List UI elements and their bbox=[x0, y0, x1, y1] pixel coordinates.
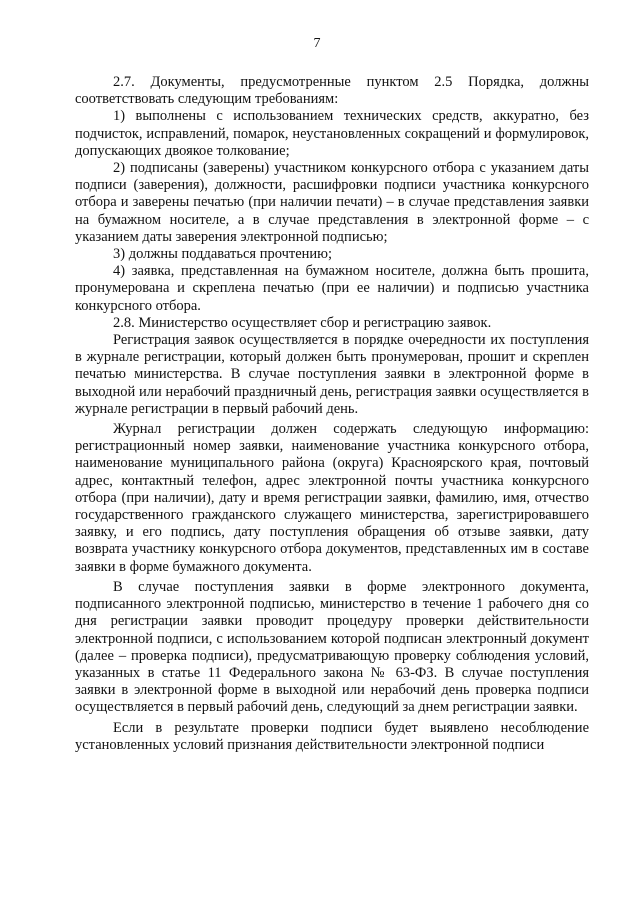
requirement-2: 2) подписаны (заверены) участником конкурсного отбора с указанием даты подписи (заверения), должности, расшифровки подписи участника конкурсного отбора и заверены печатью (при наличии печати) – в случае представления заявки на бумажном носителе, а в случае представления в электронной форме – с указанием даты заверения электронной подписью; bbox=[75, 160, 589, 245]
paragraph-2-8: 2.8. Министерство осуществляет сбор и регистрацию заявок. bbox=[113, 314, 492, 331]
requirement-4: 4) заявка, представленная на бумажном носителе, должна быть прошита, пронумерована и скреплена печатью (при ее наличии) и подписью участника конкурсного отбора. bbox=[75, 263, 589, 314]
requirement-3: 3) должны поддаваться прочтению; bbox=[113, 246, 333, 263]
registration-paragraph: Регистрация заявок осуществляется в порядке очередности их поступления в журнале регистрации, который должен быть пронумерован, прошит и скреплен печатью министерства. В случае поступления заявки в электронной форме в выходной или нерабочий праздничный день, регистрация заявки осуществляется в журнале регистрации в первый рабочий день. bbox=[75, 332, 589, 417]
electronic-document-paragraph: В случае поступления заявки в форме электронного документа, подписанного электронной подписью, министерство в течение 1 рабочего дня со дня регистрации заявки проводит процедуру проверки действительности электронной подписи, с использованием которой подписан электронный документ (далее – проверка подписи), предусматривающую проверку соблюдения условий, указанных в статье 11 Федерального закона № 63-ФЗ. В случае поступления заявки в электронной форме в выходной или нерабочий день проверка подписи осуществляется в первый рабочий день, следующий за днем регистрации заявки. bbox=[75, 578, 589, 716]
signature-check-paragraph: Если в результате проверки подписи будет выявлено несоблюдение установленных условий признания действительности электронной подписи bbox=[75, 719, 589, 753]
journal-paragraph: Журнал регистрации должен содержать следующую информацию: регистрационный номер заявки, наименование участника конкурсного отбора, наименование муниципального района (округа) Красноярского края, почтовый адрес, контактный телефон, адрес электронной почты участника конкурсного отбора (при наличии), дату и время регистрации заявки, фамилию, имя, отчество государственного гражданского служащего министерства, зарегистрировавшего заявку, и его подпись, дату поступления обращения об отзыве заявки, дату возврата участнику конкурсного отбора документов, представленных им в составе заявки в форме бумажного документа. bbox=[75, 421, 589, 575]
paragraph-2-7: 2.7. Документы, предусмотренные пунктом 2.5 Порядка, должны соответствовать следующим требованиям: bbox=[75, 74, 589, 108]
page-number: 7 bbox=[313, 36, 321, 51]
requirement-1: 1) выполнены с использованием технических средств, аккуратно, без подчисток, исправлений, помарок, неустановленных сокращений и формулировок, допускающих двоякое толкование; bbox=[75, 108, 589, 159]
document-body bbox=[75, 74, 589, 754]
